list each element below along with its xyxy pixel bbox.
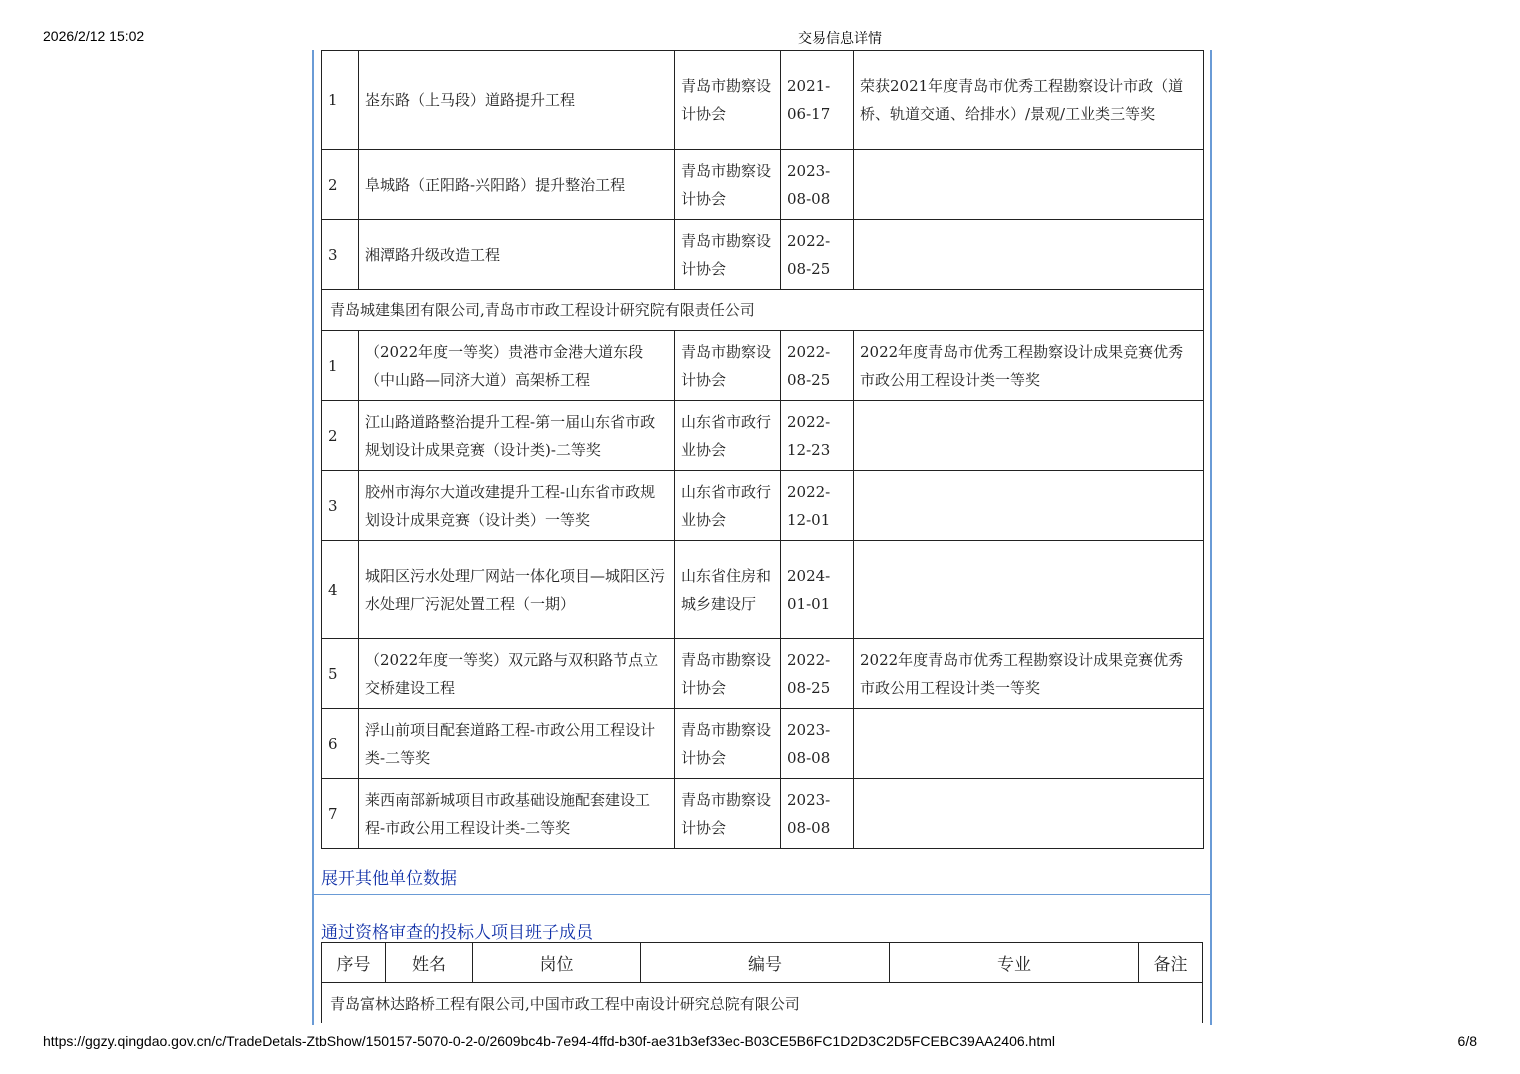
col-header-number: 编号	[641, 943, 890, 983]
col-header-name: 姓名	[386, 943, 473, 983]
award-org: 青岛市勘察设计协会	[675, 331, 781, 401]
table-header-row	[322, 943, 1203, 983]
table-row	[322, 709, 1204, 779]
team-members-table	[321, 942, 1203, 1023]
table-row	[322, 779, 1204, 849]
award-org: 青岛市勘察设计协会	[675, 51, 781, 150]
award-date: 2023-08-08	[781, 709, 854, 779]
page-url: https://ggzy.qingdao.gov.cn/c/TradeDetals-ZtbShow/150157-5070-0-2-0/2609bc4b-7e94-4ffd-b30f-ae31b3ef33ec-B03CE5B6FC1D2D3C2D5FCEBC39AA2406.html	[43, 1033, 1055, 1049]
page-number: 6/8	[1457, 1033, 1477, 1049]
section-divider	[314, 894, 1210, 895]
col-header-position: 岗位	[473, 943, 641, 983]
project-name: 浮山前项目配套道路工程-市政公用工程设计类-二等奖	[359, 709, 675, 779]
company-group-name: 青岛城建集团有限公司,青岛市市政工程设计研究院有限责任公司	[322, 290, 1204, 331]
award-detail	[854, 779, 1204, 849]
table-row	[322, 471, 1204, 541]
award-detail: 荣获2021年度青岛市优秀工程勘察设计市政（道桥、轨道交通、给排水）/景观/工业类三等奖	[854, 51, 1204, 150]
expand-other-units-link[interactable]: 展开其他单位数据	[321, 869, 457, 888]
col-header-remark: 备注	[1139, 943, 1203, 983]
award-detail	[854, 401, 1204, 471]
row-number: 3	[322, 471, 359, 541]
row-number: 6	[322, 709, 359, 779]
award-detail	[854, 709, 1204, 779]
award-detail	[854, 471, 1204, 541]
print-datetime: 2026/2/12 15:02	[43, 28, 145, 44]
project-name: 峜东路（上马段）道路提升工程	[359, 51, 675, 150]
company-group-row	[322, 983, 1203, 1024]
company-group-name: 青岛富林达路桥工程有限公司,中国市政工程中南设计研究总院有限公司	[322, 983, 1203, 1024]
table-row	[322, 150, 1204, 220]
project-name: （2022年度一等奖）双元路与双积路节点立交桥建设工程	[359, 639, 675, 709]
award-org: 山东省市政行业协会	[675, 471, 781, 541]
award-date: 2022-08-25	[781, 220, 854, 290]
project-name: 城阳区污水处理厂网站一体化项目—城阳区污水处理厂污泥处置工程（一期）	[359, 541, 675, 639]
table-row	[322, 639, 1204, 709]
project-name: 湘潭路升级改造工程	[359, 220, 675, 290]
award-date: 2022-08-25	[781, 639, 854, 709]
project-name: 阜城路（正阳路-兴阳路）提升整治工程	[359, 150, 675, 220]
row-number: 1	[322, 331, 359, 401]
row-number: 3	[322, 220, 359, 290]
row-number: 2	[322, 401, 359, 471]
row-number: 5	[322, 639, 359, 709]
project-name: 莱西南部新城项目市政基础设施配套建设工程-市政公用工程设计类-二等奖	[359, 779, 675, 849]
table-row	[322, 401, 1204, 471]
award-org: 青岛市勘察设计协会	[675, 220, 781, 290]
table-row	[322, 220, 1204, 290]
award-detail	[854, 150, 1204, 220]
award-date: 2023-08-08	[781, 150, 854, 220]
page-title: 交易信息详情	[798, 30, 882, 46]
award-detail	[854, 541, 1204, 639]
award-org: 青岛市勘察设计协会	[675, 709, 781, 779]
team-members-section-title: 通过资格审查的投标人项目班子成员	[321, 923, 593, 942]
award-date: 2022-12-23	[781, 401, 854, 471]
award-org: 山东省市政行业协会	[675, 401, 781, 471]
col-header-specialty: 专业	[890, 943, 1139, 983]
project-name: 胶州市海尔大道改建提升工程-山东省市政规划设计成果竞赛（设计类）一等奖	[359, 471, 675, 541]
table-row	[322, 331, 1204, 401]
project-name: （2022年度一等奖）贵港市金港大道东段（中山路—同济大道）高架桥工程	[359, 331, 675, 401]
table-row	[322, 541, 1204, 639]
content-panel	[312, 50, 1212, 1025]
award-detail	[854, 220, 1204, 290]
project-name: 江山路道路整治提升工程-第一届山东省市政规划设计成果竞赛（设计类)-二等奖	[359, 401, 675, 471]
award-date: 2024-01-01	[781, 541, 854, 639]
award-org: 青岛市勘察设计协会	[675, 639, 781, 709]
row-number: 2	[322, 150, 359, 220]
award-date: 2021-06-17	[781, 51, 854, 150]
award-org: 青岛市勘察设计协会	[675, 779, 781, 849]
award-detail: 2022年度青岛市优秀工程勘察设计成果竞赛优秀市政公用工程设计类一等奖	[854, 639, 1204, 709]
row-number: 4	[322, 541, 359, 639]
row-number: 7	[322, 779, 359, 849]
table-row	[322, 51, 1204, 150]
performance-table	[321, 50, 1204, 849]
award-org: 青岛市勘察设计协会	[675, 150, 781, 220]
award-date: 2022-08-25	[781, 331, 854, 401]
award-date: 2022-12-01	[781, 471, 854, 541]
award-detail: 2022年度青岛市优秀工程勘察设计成果竞赛优秀市政公用工程设计类一等奖	[854, 331, 1204, 401]
row-number: 1	[322, 51, 359, 150]
award-org: 山东省住房和城乡建设厅	[675, 541, 781, 639]
col-header-seq: 序号	[322, 943, 386, 983]
award-date: 2023-08-08	[781, 779, 854, 849]
company-group-row	[322, 290, 1204, 331]
